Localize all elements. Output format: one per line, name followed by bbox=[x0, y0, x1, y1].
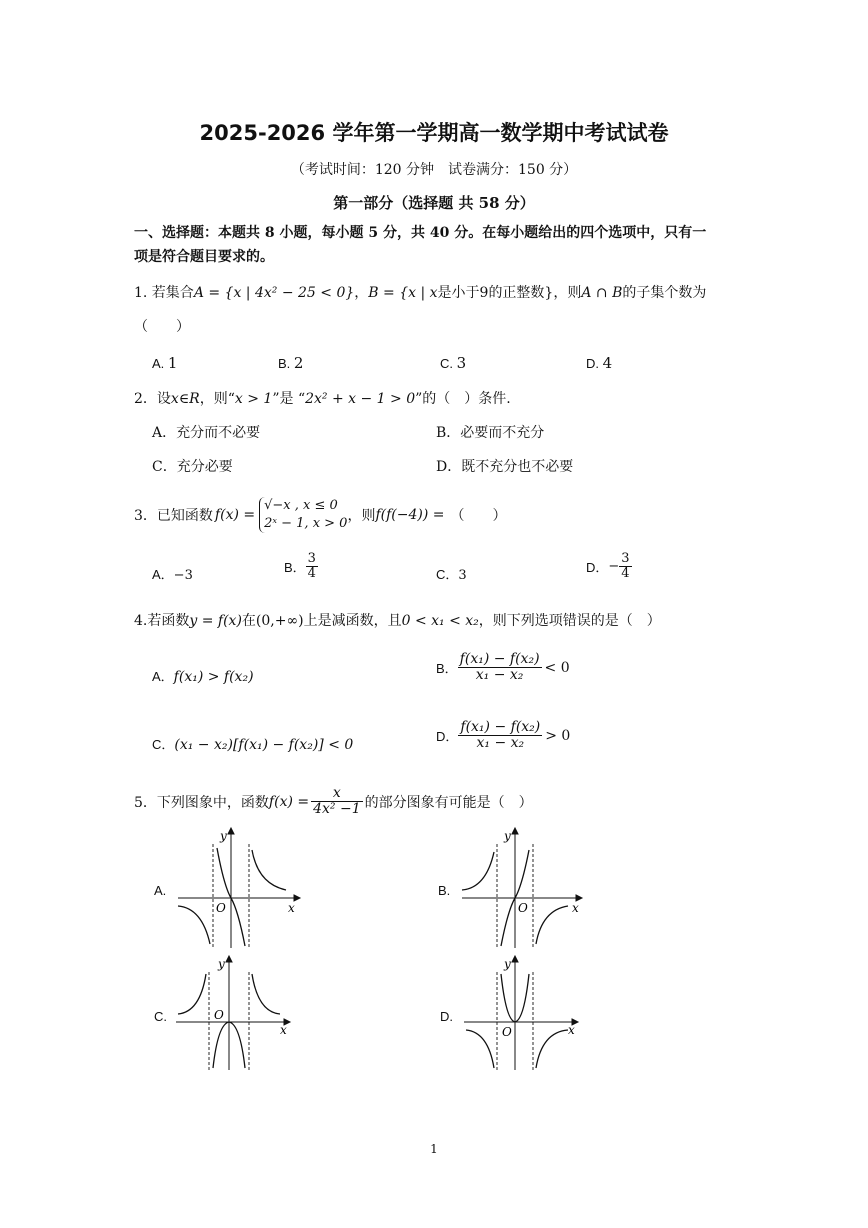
graph-curves bbox=[466, 974, 568, 1068]
q1-comma: ， bbox=[354, 285, 369, 301]
q5-graph-d bbox=[460, 954, 586, 1074]
q3-expr: f(f(−4)) = bbox=[375, 507, 445, 523]
fraction-denominator: 4x² −1 bbox=[313, 801, 361, 818]
q2-option-c bbox=[152, 456, 233, 476]
q3-option-b-fraction bbox=[306, 552, 318, 582]
q1-mid: 是小于 bbox=[437, 285, 480, 301]
graph-axes bbox=[176, 956, 290, 1070]
q2-option-d bbox=[436, 456, 573, 476]
option-relation: < 0 bbox=[544, 659, 570, 676]
option-value: 必要而不充分 bbox=[460, 425, 545, 441]
q4-option-a bbox=[152, 666, 254, 685]
q4-text2: 上是减函数，且 bbox=[303, 613, 402, 629]
q5-fraction bbox=[311, 786, 363, 818]
q3-then: ，则 bbox=[347, 508, 376, 524]
fraction-denominator: x₁ − x₂ bbox=[475, 667, 524, 684]
question-2 bbox=[134, 388, 511, 408]
option-value: 3 bbox=[456, 354, 467, 372]
origin-label: O bbox=[518, 901, 528, 915]
q2-text2: ”是 “ bbox=[272, 391, 306, 407]
y-axis-label: y bbox=[218, 957, 225, 971]
q4-option-d-fraction bbox=[458, 720, 542, 752]
fraction-numerator: f(x₁) − f(x₂) bbox=[460, 719, 541, 735]
q5-graph-b-label: B. bbox=[438, 883, 451, 898]
option-relation: > 0 bbox=[545, 727, 571, 744]
option-label: C． bbox=[152, 737, 175, 752]
option-label: D． bbox=[436, 459, 462, 475]
option-label: C． bbox=[436, 567, 459, 582]
x-axis-label: x bbox=[288, 901, 295, 915]
q2-option-a bbox=[152, 422, 260, 442]
q4-condition: 0 < x₁ < x₂ bbox=[401, 613, 479, 629]
q2-prefix: 2．设 bbox=[134, 391, 171, 407]
option-label: D. bbox=[586, 356, 599, 371]
q3-option-d-fraction bbox=[619, 552, 631, 582]
option-label: C. bbox=[440, 356, 453, 371]
fraction-denominator: 4 bbox=[621, 566, 630, 582]
q2-option-b bbox=[436, 422, 544, 442]
graph-axes bbox=[464, 956, 578, 1070]
option-label: A． bbox=[152, 567, 174, 582]
x-axis-label: x bbox=[280, 1023, 287, 1037]
question-5 bbox=[134, 786, 533, 818]
q1-then: ，则 bbox=[553, 285, 582, 301]
option-label: B． bbox=[436, 661, 458, 677]
q3-case2: 2ˣ − 1, x > 0 bbox=[264, 516, 348, 531]
option-label: C． bbox=[152, 459, 177, 475]
graph-axes bbox=[178, 828, 300, 948]
option-label: D． bbox=[436, 729, 459, 745]
option-value: 充分必要 bbox=[176, 459, 233, 475]
option-label: A． bbox=[152, 425, 177, 441]
q3-fx: f(x) = bbox=[214, 507, 256, 523]
y-axis-label: y bbox=[504, 957, 511, 971]
q1-option-c bbox=[440, 354, 466, 372]
section-instruction-line2: 项是符合题目要求的。 bbox=[134, 249, 274, 265]
q5-prefix: 5．下列图象中，函数 bbox=[134, 794, 269, 811]
option-label: B. bbox=[278, 356, 291, 371]
q3-prefix: 3．已知函数 bbox=[134, 508, 213, 524]
option-value: 充分而不必要 bbox=[176, 425, 261, 441]
q4-text1: 在 bbox=[241, 613, 256, 629]
x-axis-label: x bbox=[572, 901, 579, 915]
option-value: 1 bbox=[167, 354, 178, 372]
q1-answer-paren: （ ） bbox=[134, 319, 190, 335]
page-number: 1 bbox=[430, 1142, 438, 1156]
option-label: D． bbox=[586, 560, 609, 576]
q1-suffix: 的子集个数为 bbox=[622, 285, 707, 301]
q5-graph-c bbox=[172, 954, 298, 1074]
option-label: B． bbox=[284, 560, 306, 576]
q4-option-d bbox=[436, 720, 570, 752]
origin-label: O bbox=[502, 1025, 512, 1039]
q4-option-c bbox=[152, 734, 353, 753]
q3-piecewise bbox=[259, 497, 347, 532]
fraction-denominator: 4 bbox=[307, 566, 316, 582]
part-heading: 第一部分（选择题 共 58 分） bbox=[333, 194, 535, 212]
q4-text3: ，则下列选项错误的是（ ） bbox=[478, 613, 661, 629]
option-label: B． bbox=[436, 425, 461, 441]
q4-function: y = f(x) bbox=[189, 613, 242, 629]
fraction-sign: − bbox=[608, 559, 620, 575]
q5-graph-c-label: C. bbox=[154, 1009, 167, 1024]
q2-cond2: x > 1 bbox=[234, 391, 273, 407]
option-value: 3 bbox=[458, 568, 467, 583]
q2-cond3: 2x² + x − 1 > 0 bbox=[305, 391, 416, 407]
q4-prefix: 4.若函数 bbox=[134, 613, 190, 629]
option-value: 4 bbox=[602, 354, 613, 372]
y-axis-label: y bbox=[504, 829, 511, 843]
q3-option-b bbox=[284, 552, 318, 582]
q5-graph-a bbox=[172, 826, 304, 952]
option-value: −3 bbox=[173, 568, 193, 583]
origin-label: O bbox=[214, 1008, 224, 1022]
section-instruction-line1: 一、选择题：本题共 8 小题，每小题 5 分，共 40 分。在每小题给出的四个选项中，只有一 bbox=[134, 225, 707, 241]
fraction-numerator: f(x₁) − f(x₂) bbox=[459, 651, 540, 667]
question-4 bbox=[134, 610, 661, 630]
q1-option-a bbox=[152, 354, 177, 372]
q2-text1: ，则“ bbox=[199, 391, 235, 407]
question-1 bbox=[134, 282, 706, 302]
q1-option-d bbox=[586, 354, 612, 372]
option-expression: (x₁ − x₂)[f(x₁) − f(x₂)] < 0 bbox=[174, 737, 354, 753]
q2-text3: ”的（ ）条件. bbox=[415, 391, 511, 407]
q1-nine: 9 bbox=[479, 285, 489, 301]
fraction-denominator: x₁ − x₂ bbox=[476, 735, 525, 752]
q3-paren: （ ） bbox=[450, 508, 507, 524]
q5-graph-b bbox=[456, 826, 588, 952]
q5-suffix: 的部分图象有可能是（ ） bbox=[364, 794, 533, 811]
option-label: A. bbox=[152, 356, 165, 371]
q3-option-d bbox=[586, 552, 632, 582]
q4-option-b bbox=[436, 652, 570, 684]
q1-prefix: 1. 若集合 bbox=[134, 285, 194, 301]
q3-option-c bbox=[436, 564, 467, 583]
q3-case1: √−x , x ≤ 0 bbox=[264, 498, 338, 514]
q4-option-b-fraction bbox=[458, 652, 542, 684]
option-label: A． bbox=[152, 669, 174, 684]
q5-graph-d-label: D. bbox=[440, 1009, 453, 1024]
q3-option-a bbox=[152, 564, 193, 583]
fraction-numerator: x bbox=[311, 786, 363, 802]
q1-set-b: B = {x | x bbox=[368, 285, 438, 301]
origin-label: O bbox=[216, 901, 226, 915]
q1-option-b bbox=[278, 354, 303, 372]
fraction-numerator: 3 bbox=[621, 551, 630, 566]
option-value: 既不充分也不必要 bbox=[461, 459, 574, 475]
q1-set-a: A = {x | 4x² − 25 < 0} bbox=[193, 285, 355, 301]
q1-mid2: 的正整数} bbox=[488, 285, 554, 301]
q5-fx: f(x) = bbox=[268, 793, 310, 810]
x-axis-label: x bbox=[568, 1023, 575, 1037]
q5-graph-a-label: A. bbox=[154, 883, 167, 898]
q2-cond1: x∈R bbox=[170, 391, 200, 407]
option-value: 2 bbox=[293, 354, 304, 372]
q4-interval: (0,+∞) bbox=[255, 613, 304, 629]
y-axis-label: y bbox=[220, 829, 227, 843]
exam-subtitle: （考试时间：120 分钟 试卷满分：150 分） bbox=[290, 162, 578, 178]
fraction-numerator: 3 bbox=[307, 551, 316, 566]
q1-intersection: A ∩ B bbox=[581, 285, 623, 301]
question-3 bbox=[134, 492, 506, 538]
option-expression: f(x₁) > f(x₂) bbox=[173, 669, 254, 685]
exam-title: 2025-2026 学年第一学期高一数学期中考试试卷 bbox=[199, 121, 669, 145]
graph-curves bbox=[178, 848, 286, 946]
graph-axes bbox=[462, 828, 582, 948]
